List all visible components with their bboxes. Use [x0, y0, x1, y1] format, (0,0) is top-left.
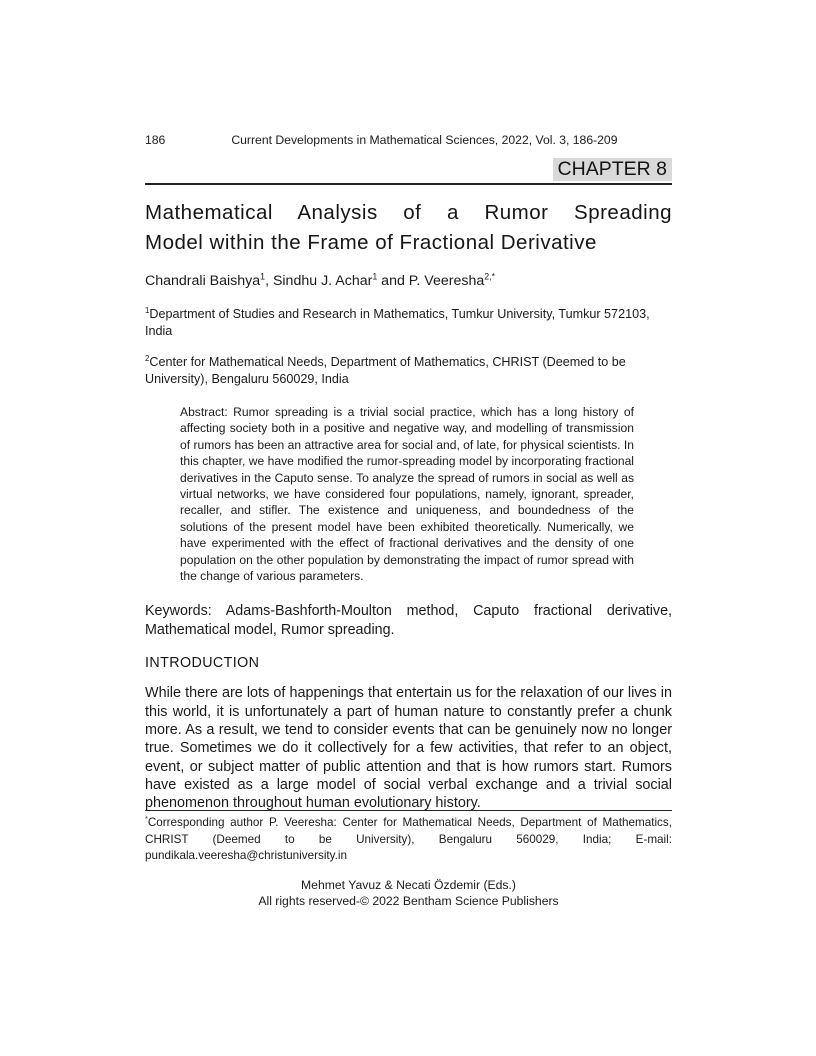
copyright-line: All rights reserved-© 2022 Bentham Science Publishers	[258, 894, 559, 908]
running-header	[145, 133, 672, 148]
editors-line: Mehmet Yavuz & Necati Özdemir (Eds.)	[301, 877, 516, 892]
publisher-imprint	[145, 877, 672, 910]
header-rule	[145, 183, 672, 185]
author-name-3: and P. Veeresha	[377, 273, 485, 289]
keywords-block	[145, 602, 672, 639]
author-affiliation-marker-2: 1	[372, 271, 378, 282]
abstract-text: Rumor spreading is a trivial social practice, which has a long history of affecting society both in a positive and negative way, and modelling of transmission of rumors has been an attractive area for social and, of late, for physical scientists. In this chapter, we have modified the rumor-spreading model by incorporating fractional derivatives in the Caputo sense. To analyze the spread of rumors in social as well as virtual networks, we have considered four populations, namely, ignorant, spreader, recaller, and stifler. The existence and uniqueness, and boundedness of the solutions of the present model have been exhibited theoretically. Numerically, we have experimented with the effect of fractional derivatives and the density of one population on the other population by demonstrating the impact of rumor spread with the change of various parameters.	[180, 405, 634, 584]
abstract-block	[180, 404, 634, 584]
chapter-title	[145, 198, 672, 258]
author-affiliation-marker-1: 1	[260, 271, 266, 282]
affiliation-2-text: Center for Mathematical Needs, Department of Mathematics, CHRIST (Deemed to be University), Bengaluru 560029, India	[145, 355, 626, 386]
author-name-2: , Sindhu J. Achar	[265, 273, 373, 289]
title-line-1: Mathematical Analysis of a Rumor Spreading	[145, 201, 672, 224]
footnote-rule	[145, 810, 672, 811]
chapter-badge-row	[145, 158, 672, 181]
author-line	[145, 272, 672, 290]
keywords-text: Adams-Bashforth-Moulton method, Caputo fractional derivative, Mathematical model, Rumor spreading.	[145, 603, 672, 638]
abstract-label: Abstract:	[180, 405, 234, 419]
chapter-badge: CHAPTER 8	[553, 158, 672, 181]
author-name-1: Chandrali Baishya	[145, 273, 261, 289]
page-footer	[145, 810, 672, 910]
corresponding-author-footnote	[145, 815, 672, 865]
title-line-2: Model within the Frame of Fractional Derivative	[145, 231, 597, 254]
affiliation-2-marker: 2	[145, 353, 150, 363]
affiliation-1	[145, 306, 672, 340]
affiliation-1-marker: 1	[145, 305, 150, 315]
introduction-heading: INTRODUCTION	[145, 655, 260, 672]
footnote-marker: *	[145, 814, 148, 824]
author-affiliation-marker-3: 2,*	[484, 271, 496, 282]
page-content	[145, 133, 672, 813]
footnote-text: Corresponding author P. Veeresha: Center for Mathematical Needs, Department of Mathematics, CHRIST (Deemed to be University), Bengaluru 560029, India; E-mail: pundikala.veeresha@christuniversity.in	[145, 816, 672, 862]
affiliation-1-text: Department of Studies and Research in Mathematics, Tumkur University, Tumkur 572103, India	[145, 307, 650, 338]
keywords-label: Keywords:	[145, 603, 226, 620]
affiliation-2	[145, 354, 672, 388]
journal-citation: Current Developments in Mathematical Sciences, 2022, Vol. 3, 186-209	[231, 133, 618, 147]
introduction-paragraph: While there are lots of happenings that entertain us for the relaxation of our lives in this world, it is unfortunately a part of human nature to constantly prefer a chunk more. As a result, we tend to consider events that can be genuinely now no longer true. Sometimes we do it collectively for a few activities, that refer to an object, event, or subject matter of public attention and that is how rumors start. Rumors have existed as a large model of social verbal exchange and a trivial social phenomenon throughout human evolutionary history.	[145, 685, 672, 812]
page-number: 186	[145, 133, 166, 147]
